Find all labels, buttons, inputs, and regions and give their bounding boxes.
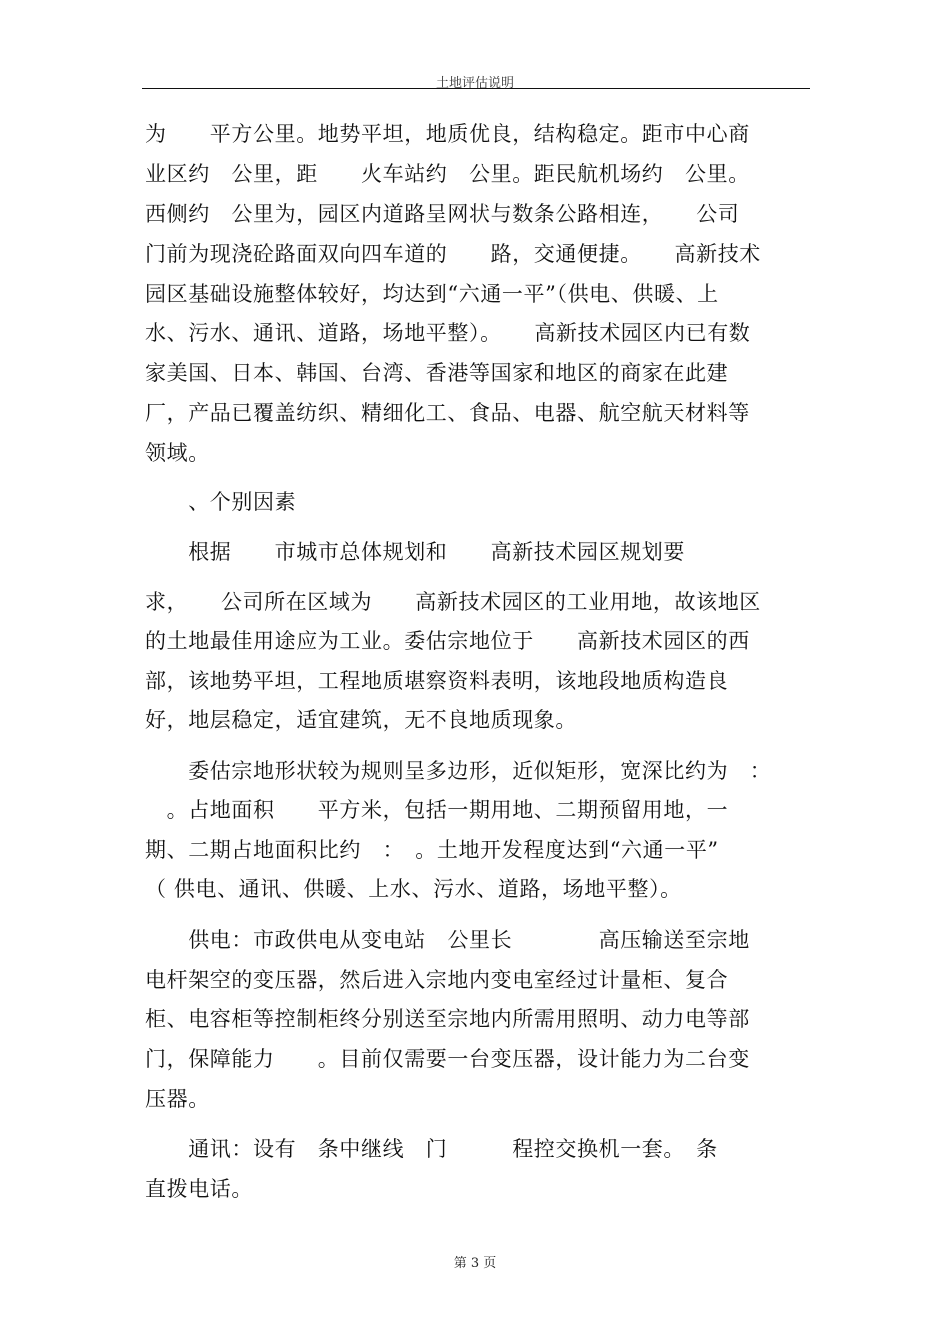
body-line: 西侧约 公里为，园区内道路呈网状与数条公路相连， 公司 [145, 202, 740, 226]
header-divider [142, 88, 810, 89]
body-line: 求， 公司所在区域为 高新技术园区的工业用地，故该地区 [145, 590, 761, 614]
body-line: 家美国、日本、韩国、台湾、香港等国家和地区的商家在此建 [145, 361, 729, 385]
body-line: 通讯：设有 条中继线 门 程控交换机一套。 条 [145, 1137, 718, 1161]
body-line: 供电：市政供电从变电站 公里长 高压输送至宗地 [145, 928, 750, 952]
body-line: 期、二期占地面积比约 ： 。土地开发程度达到“六通一平” [145, 838, 719, 862]
body-line: 电杆架空的变压器，然后进入宗地内变电室经过计量柜、复合 [145, 968, 729, 992]
body-line: 柜、电容柜等控制柜终分别送至宗地内所需用照明、动力电等部 [145, 1007, 750, 1031]
body-line: 领域。 [145, 441, 210, 465]
body-line: 厂，产品已覆盖纺织、精细化工、食品、电器、航空航天材料等 [145, 401, 750, 425]
body-line: 部，该地势平坦，工程地质堪察资料表明，该地段地质构造良 [145, 669, 729, 693]
body-line: 业区约 公里，距 火车站约 公里。距民航机场约 公里。 [145, 162, 750, 186]
body-line: 的土地最佳用途应为工业。委估宗地位于 高新技术园区的西 [145, 629, 750, 653]
body-line: 直拨电话。 [145, 1177, 253, 1201]
body-line: 水、污水、通讯、道路，场地平整）。 高新技术园区内已有数 [145, 321, 751, 345]
body-line: 园区基础设施整体较好，均达到“六通一平”（供电、供暖、上 [145, 282, 719, 306]
body-line: 委估宗地形状较为规则呈多边形，近似矩形，宽深比约为 ： [145, 759, 772, 783]
body-line: 为 平方公里。地势平坦，地质优良，结构稳定。距市中心商 [145, 122, 750, 146]
body-line: 好，地层稳定，适宜建筑，无不良地质现象。 [145, 708, 577, 732]
body-line: 根据 市城市总体规划和 高新技术园区规划要 [145, 540, 685, 564]
body-line: 门前为现浇砼路面双向四车道的 路，交通便捷。 高新技术 [145, 242, 761, 266]
body-line: （ 供电、通讯、供暖、上水、污水、道路，场地平整）。 [145, 877, 682, 901]
section-heading: 、个别因素 [145, 490, 297, 514]
page-number: 第 3 页 [453, 1256, 497, 1271]
page-header-title: 土地评估说明 [435, 76, 514, 91]
body-line: 。占地面积 平方米，包括一期用地、二期预留用地，一 [145, 798, 729, 822]
body-line: 压器。 [145, 1087, 210, 1111]
body-line: 门，保障能力 。目前仅需要一台变压器，设计能力为二台变 [145, 1047, 750, 1071]
